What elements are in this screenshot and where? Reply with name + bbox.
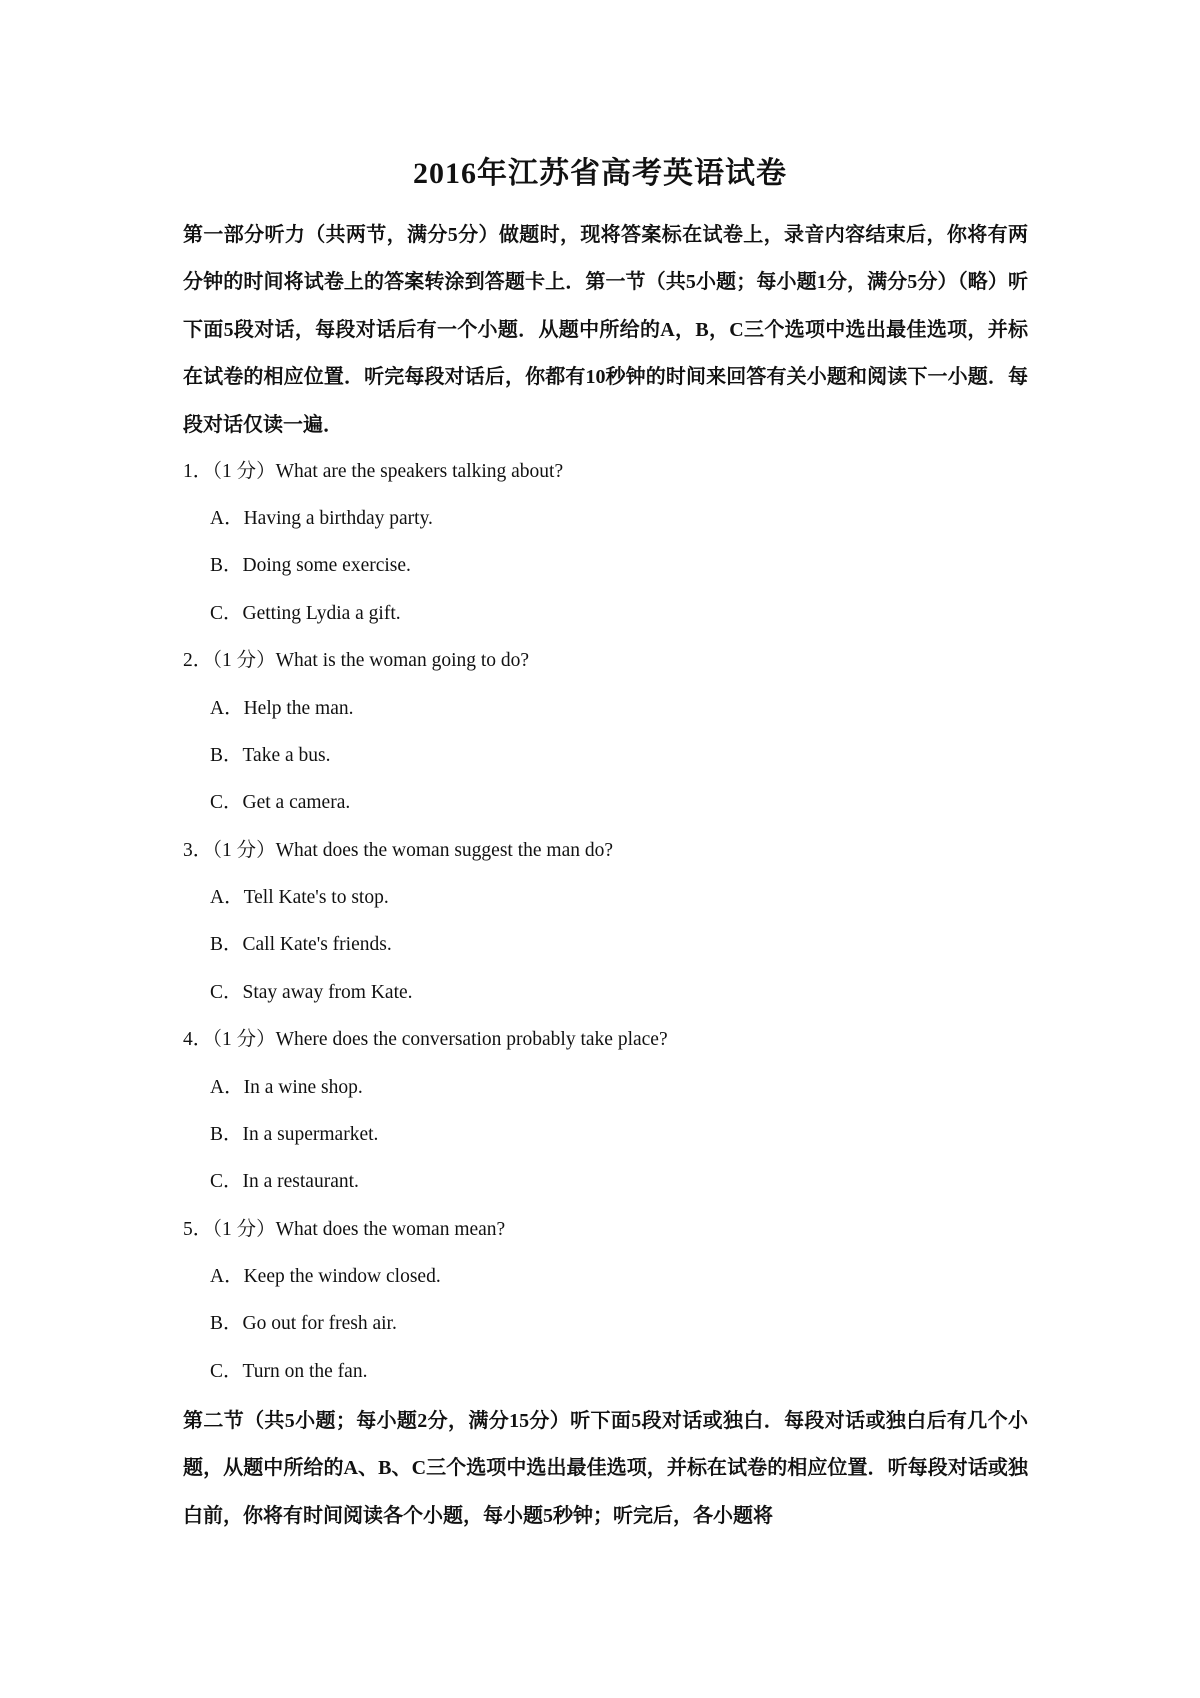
question-1-option-b: B．Doing some exercise.: [210, 555, 411, 576]
question-2-option-a: A．Help the man.: [210, 698, 354, 719]
question-4-option-b: B．In a supermarket.: [210, 1124, 379, 1145]
question-2-option-b: B．Take a bus.: [210, 745, 331, 766]
question-3-stem: 3．（1 分）What does the woman suggest the man do?: [183, 840, 613, 861]
section-2-instructions: 第二节（共5小题；每小题2分，满分15分）听下面5段对话或独白．每段对话或独白后有几个小题，从题中所给的A、B、C三个选项中选出最佳选项，并标在试卷的相应位置．听每段对话或独白前，你将有时间阅读各个小题，每小题5秒钟；听完后，各小题将: [183, 1410, 1028, 1527]
question-2-stem: 2．（1 分）What is the woman going to do?: [183, 650, 530, 671]
exam-title: 2016年江苏省高考英语试卷: [413, 157, 787, 190]
question-1-option-c: C．Getting Lydia a gift.: [210, 603, 401, 624]
question-3-option-b: B．Call Kate's friends.: [210, 934, 392, 955]
question-3-option-c: C．Stay away from Kate.: [210, 982, 413, 1003]
question-3-option-a: A．Tell Kate's to stop.: [210, 887, 389, 908]
question-4-option-c: C．In a restaurant.: [210, 1171, 359, 1192]
question-1-stem: 1．（1 分）What are the speakers talking about?: [183, 461, 564, 482]
listening-instructions: 第一部分听力（共两节，满分5分）做题时，现将答案标在试卷上，录音内容结束后，你将有两分钟的时间将试卷上的答案转涂到答题卡上．第一节（共5小题；每小题1分，满分5分）（略）听下面5段对话，每段对话后有一个小题．从题中所给的A，B，C三个选项中选出最佳选项，并标在试卷的相应位置．听完每段对话后，你都有10秒钟的时间来回答有关小题和阅读下一小题．每段对话仅读一遍．: [183, 224, 1028, 436]
question-5-option-c: C．Turn on the fan.: [210, 1361, 368, 1382]
question-5-option-b: B．Go out for fresh air.: [210, 1313, 397, 1334]
question-4-option-a: A．In a wine shop.: [210, 1077, 363, 1098]
question-4-stem: 4．（1 分）Where does the conversation probably take place?: [183, 1029, 668, 1050]
question-2-option-c: C．Get a camera.: [210, 792, 351, 813]
question-5-stem: 5．（1 分）What does the woman mean?: [183, 1219, 506, 1240]
question-5-option-a: A．Keep the window closed.: [210, 1266, 441, 1287]
question-1-option-a: A．Having a birthday party.: [210, 508, 433, 529]
